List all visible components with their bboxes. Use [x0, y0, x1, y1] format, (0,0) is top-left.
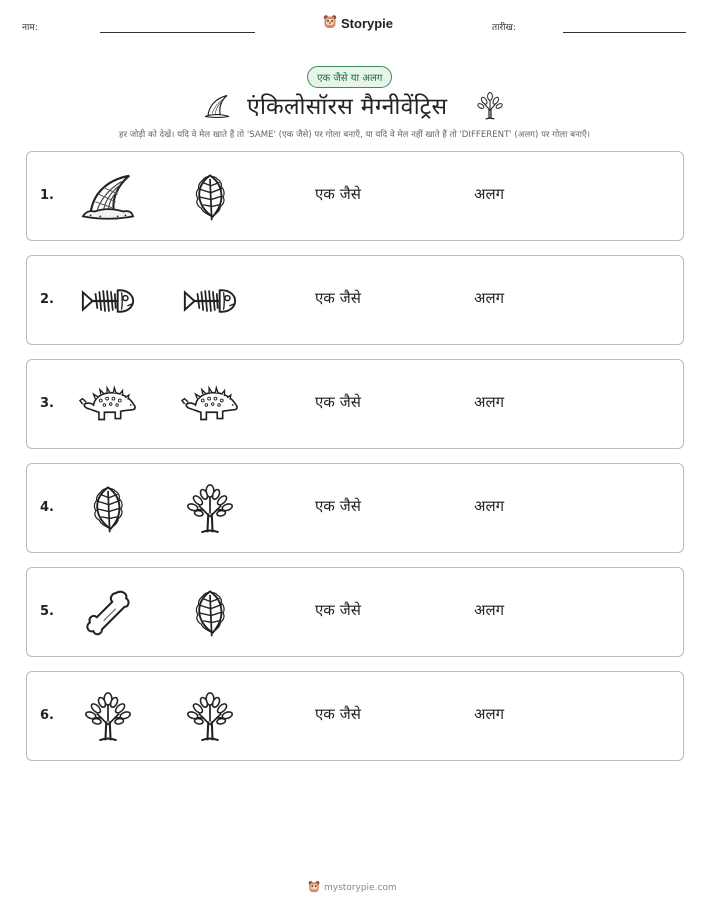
- tree-icon: [79, 692, 137, 742]
- same-option[interactable]: एक जैसे: [315, 601, 361, 619]
- question-card: [26, 255, 684, 345]
- question-card: [26, 463, 684, 553]
- question-card: [26, 671, 684, 761]
- leaf-icon: [181, 172, 239, 222]
- same-option[interactable]: एक जैसे: [315, 497, 361, 515]
- date-label: तारीख:: [492, 23, 516, 33]
- fish-skeleton-icon: [79, 276, 137, 326]
- worksheet-type-badge: एक जैसे या अलग: [307, 66, 392, 88]
- ankylosaurus-icon: [79, 380, 137, 430]
- question-card: [26, 151, 684, 241]
- question-number: 6.: [40, 708, 54, 723]
- question-number: 5.: [40, 604, 54, 619]
- page-title: एंकिलोसॉरस मैग्नीवेंट्रिस: [247, 94, 448, 120]
- footer-url[interactable]: mystorypie.com: [324, 883, 397, 893]
- question-number: 3.: [40, 396, 54, 411]
- ankylosaurus-icon: [181, 380, 239, 430]
- bone-icon: [79, 588, 137, 638]
- name-label: नाम:: [22, 23, 38, 33]
- question-number: 1.: [40, 188, 54, 203]
- date-line[interactable]: [563, 32, 686, 33]
- different-option[interactable]: अलग: [474, 601, 505, 619]
- brand-logo: [323, 14, 393, 32]
- different-option[interactable]: अलग: [474, 185, 505, 203]
- tree-title-icon: [476, 92, 504, 120]
- instructions: हर जोड़ी को देखें। यदि वे मेल खाते हैं तो 'SAME' (एक जैसे) पर गोला बनाएँ, या यदि वे मेल नहीं खाते हैं तो 'DIFFERENT' (अलग) पर गोला बनाएँ।: [119, 130, 590, 140]
- leaf-icon: [79, 484, 137, 534]
- claw-fossil-icon: [79, 172, 137, 222]
- question-card: [26, 359, 684, 449]
- question-card: [26, 567, 684, 657]
- claw-fossil-title-icon: [202, 92, 232, 120]
- brand-name: Storypie: [341, 15, 394, 31]
- tree-icon: [181, 692, 239, 742]
- different-option[interactable]: अलग: [474, 497, 505, 515]
- same-option[interactable]: एक जैसे: [315, 289, 361, 307]
- question-number: 2.: [40, 292, 54, 307]
- same-option[interactable]: एक जैसे: [315, 705, 361, 723]
- same-option[interactable]: एक जैसे: [315, 185, 361, 203]
- name-line[interactable]: [100, 32, 255, 33]
- footer: [308, 880, 397, 896]
- different-option[interactable]: अलग: [474, 393, 505, 411]
- same-option[interactable]: एक जैसे: [315, 393, 361, 411]
- storypie-bear-icon: [323, 14, 337, 32]
- question-number: 4.: [40, 500, 54, 515]
- different-option[interactable]: अलग: [474, 705, 505, 723]
- fish-skeleton-icon: [181, 276, 239, 326]
- leaf-icon: [181, 588, 239, 638]
- storypie-bear-icon: [308, 880, 320, 896]
- different-option[interactable]: अलग: [474, 289, 505, 307]
- tree-icon: [181, 484, 239, 534]
